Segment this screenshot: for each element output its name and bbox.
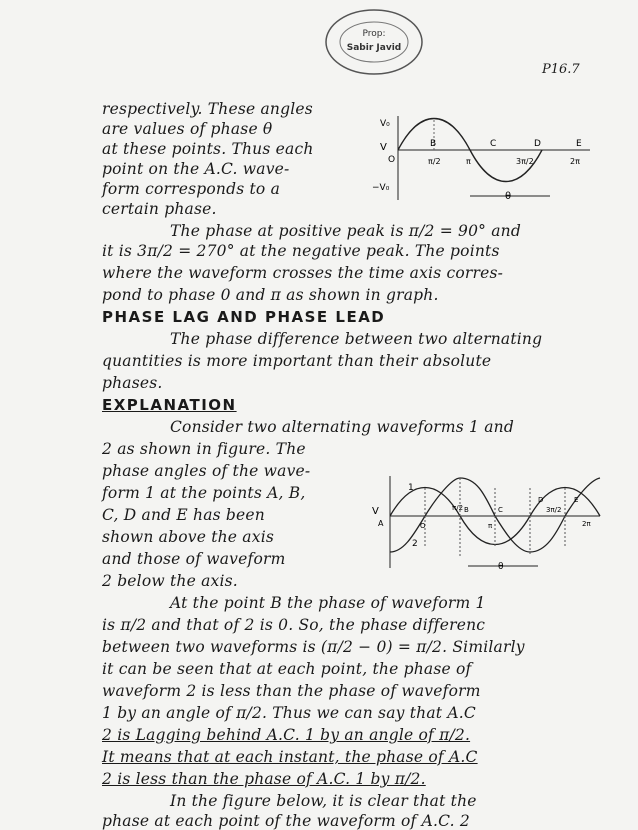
text-line: and those of waveform — [102, 550, 286, 568]
label-d: D — [538, 496, 544, 504]
label-theta: θ — [498, 562, 504, 572]
text-line: phase angles of the wave- — [102, 462, 311, 480]
section-heading: PHASE LAG AND PHASE LEAD — [102, 308, 386, 326]
two-waveforms-diagram — [368, 468, 608, 578]
text-line: 2 is Lagging behind A.C. 1 by an angle of π/2. — [102, 726, 471, 744]
label-c: C — [498, 506, 503, 514]
sine-wave-diagram — [350, 108, 600, 208]
stamp-name: Sabir Javid — [346, 43, 402, 53]
text-line: waveform 2 is less than the phase of waveform — [102, 682, 481, 700]
text-line: respectively. These angles — [102, 100, 313, 118]
text-line: 1 by an angle of π/2. Thus we can say that A.C — [102, 704, 476, 722]
text-line: The phase at positive peak is π/2 = 90° and — [170, 222, 521, 240]
label-o: O — [420, 522, 426, 530]
page-number: P16.7 — [542, 62, 580, 77]
label-two: 2 — [412, 539, 418, 549]
text-line: where the waveform crosses the time axis corres- — [102, 264, 504, 282]
text-line: it can be seen that at each point, the phase of — [102, 660, 472, 678]
text-line: The phase difference between two alternating — [170, 330, 543, 348]
label-one: 1 — [408, 483, 414, 493]
text-line: At the point B the phase of waveform 1 — [170, 594, 486, 612]
label-b: B — [464, 506, 469, 514]
label-o: O — [388, 155, 396, 165]
label-d: D — [534, 139, 541, 149]
text-line: phase at each point of the waveform of A.C. 2 — [102, 812, 470, 830]
label-3pi2: 3π/2 — [516, 157, 534, 166]
text-line: 2 is less than the phase of A.C. 1 by π/2. — [102, 770, 426, 788]
label-v: V — [372, 506, 379, 517]
text-line: It means that at each instant, the phase of A.C — [102, 748, 478, 766]
label-a: A — [378, 519, 384, 528]
text-line: form 1 at the points A, B, — [102, 484, 306, 502]
text-line: C, D and E has been — [102, 506, 265, 524]
text-line: 2 below the axis. — [102, 572, 238, 590]
text-line: certain phase. — [102, 200, 217, 218]
section-heading: EXPLANATION — [102, 396, 237, 414]
text-line: Consider two alternating waveforms 1 and — [170, 418, 514, 436]
text-line: are values of phase θ — [102, 120, 273, 138]
label-v0: V₀ — [380, 119, 390, 129]
label-b: B — [430, 139, 437, 149]
text-line: form corresponds to a — [102, 180, 281, 198]
label-c: C — [490, 139, 497, 149]
text-line: quantities is more important than their absolute — [102, 352, 492, 370]
text-line: point on the A.C. wave- — [102, 160, 290, 178]
label-e: E — [576, 139, 582, 149]
label-pi2: π/2 — [452, 504, 464, 512]
label-neg-v0: −V₀ — [372, 183, 390, 193]
text-line: shown above the axis — [102, 528, 275, 546]
text-line: is π/2 and that of 2 is 0. So, the phase differenc — [102, 616, 486, 634]
ownership-stamp — [322, 6, 426, 78]
label-theta: θ — [505, 191, 512, 202]
label-3pi2: 3π/2 — [546, 506, 562, 514]
label-2pi: 2π — [582, 520, 591, 528]
text-line: phases. — [102, 374, 163, 392]
text-line: at these points. Thus each — [102, 140, 314, 158]
label-pi: π — [466, 157, 471, 166]
label-2pi: 2π — [570, 157, 580, 166]
stamp-label: Prop: — [362, 29, 386, 39]
label-e: E — [574, 496, 579, 504]
label-v: V — [380, 142, 387, 153]
text-line: pond to phase 0 and π as shown in graph. — [102, 286, 439, 304]
text-line: between two waveforms is (π/2 − 0) = π/2. Similarly — [102, 638, 525, 656]
text-line: it is 3π/2 = 270° at the negative peak. The points — [102, 242, 500, 260]
text-line: In the figure below, it is clear that the — [170, 792, 477, 810]
label-pi: π — [488, 522, 493, 530]
label-pi2: π/2 — [428, 157, 441, 166]
text-line: 2 as shown in figure. The — [102, 440, 306, 458]
